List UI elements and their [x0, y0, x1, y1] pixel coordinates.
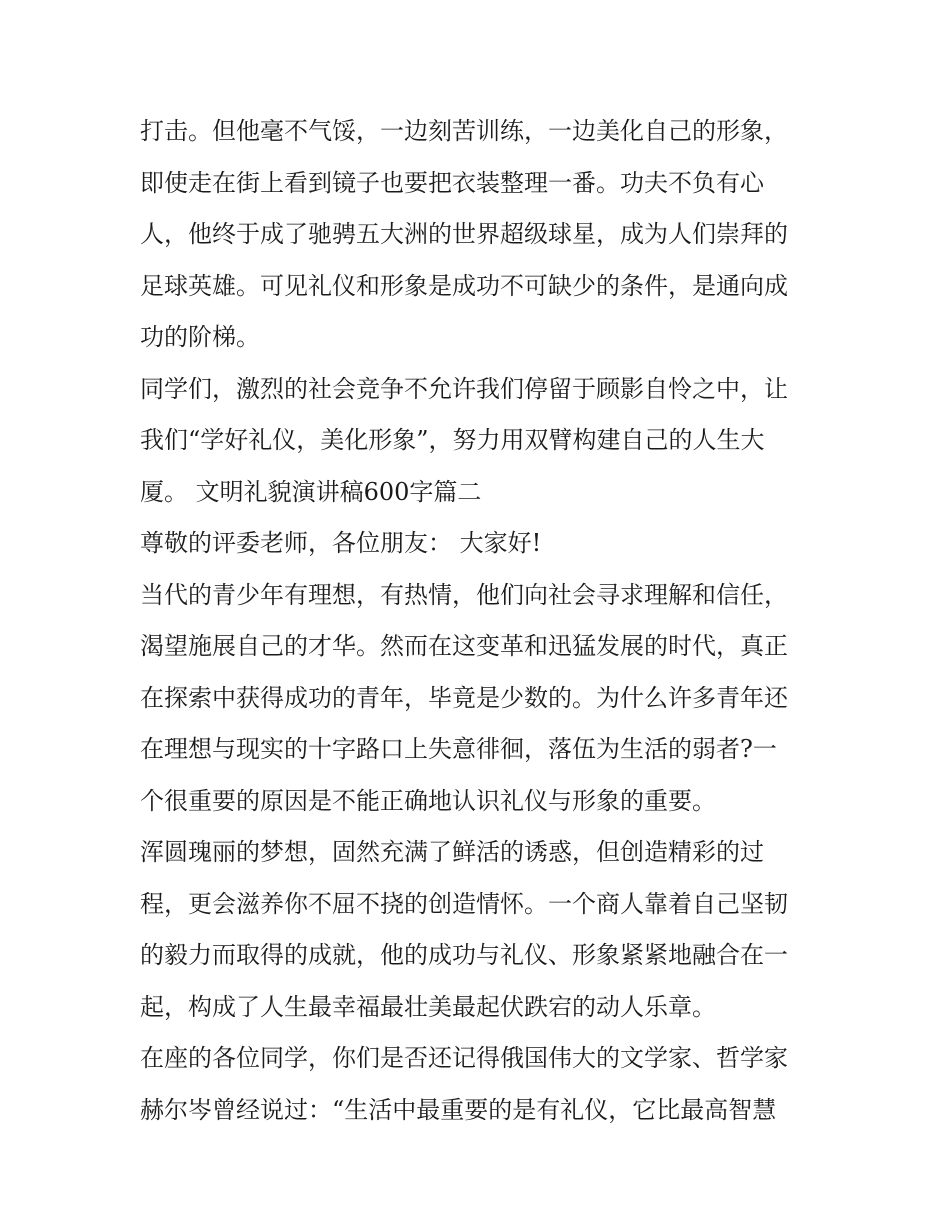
- text-line: 赫尔岑曾经说过：“生活中最重要的是有礼仪，它比最高智慧: [140, 1095, 777, 1124]
- text-line: 渴望施展自己的才华。然而在这变革和迅猛发展的时代，真正: [140, 632, 788, 660]
- text-line: 人，他终于成了驰骋五大洲的世界超级球星，成为人们崇拜的: [140, 220, 788, 248]
- text-line: 起，构成了人生最幸福最壮美最起伏跌宕的动人乐章。: [140, 992, 716, 1021]
- text-line: 在探索中获得成功的青年，毕竟是少数的。为什么许多青年还: [140, 683, 788, 712]
- document-body: [140, 106, 820, 1136]
- text-line: 在理想与现实的十字路口上失意徘徊，落伍为生活的弱者?一: [140, 735, 777, 763]
- text-line: 尊敬的评委老师，各位朋友： 大家好!: [140, 529, 542, 557]
- text-line: 当代的青少年有理想，有热情，他们向社会寻求理解和信任，: [140, 580, 788, 609]
- text-line: 同学们，激烈的社会竞争不允许我们停留于顾影自怜之中，让: [140, 374, 788, 403]
- text-line: 即使走在街上看到镜子也要把衣装整理一番。功夫不负有心: [140, 168, 764, 197]
- text-line: 打击。但他毫不气馁，一边刻苦训练，一边美化自己的形象，: [140, 117, 788, 145]
- text-line: 我们“学好礼仪，美化形象”，努力用双臂构建自己的人生大: [140, 426, 765, 454]
- text-line: 的毅力而取得的成就，他的成功与礼仪、形象紧紧地融合在一: [140, 941, 788, 969]
- text-line: 厦。 文明礼貌演讲稿600字篇二: [140, 477, 482, 506]
- text-line: 功的阶梯。: [140, 323, 260, 351]
- text-line: 浑圆瑰丽的梦想，固然充满了鲜活的诱惑，但创造精彩的过: [140, 838, 764, 866]
- text-line: 在座的各位同学，你们是否还记得俄国伟大的文学家、哲学家: [140, 1044, 788, 1072]
- text-line: 足球英雄。可见礼仪和形象是成功不可缺少的条件，是通向成: [140, 271, 788, 300]
- text-line: 程，更会滋养你不屈不挠的创造情怀。一个商人靠着自己坚韧: [140, 889, 788, 918]
- text-line: 个很重要的原因是不能正确地认识礼仪与形象的重要。: [140, 786, 716, 815]
